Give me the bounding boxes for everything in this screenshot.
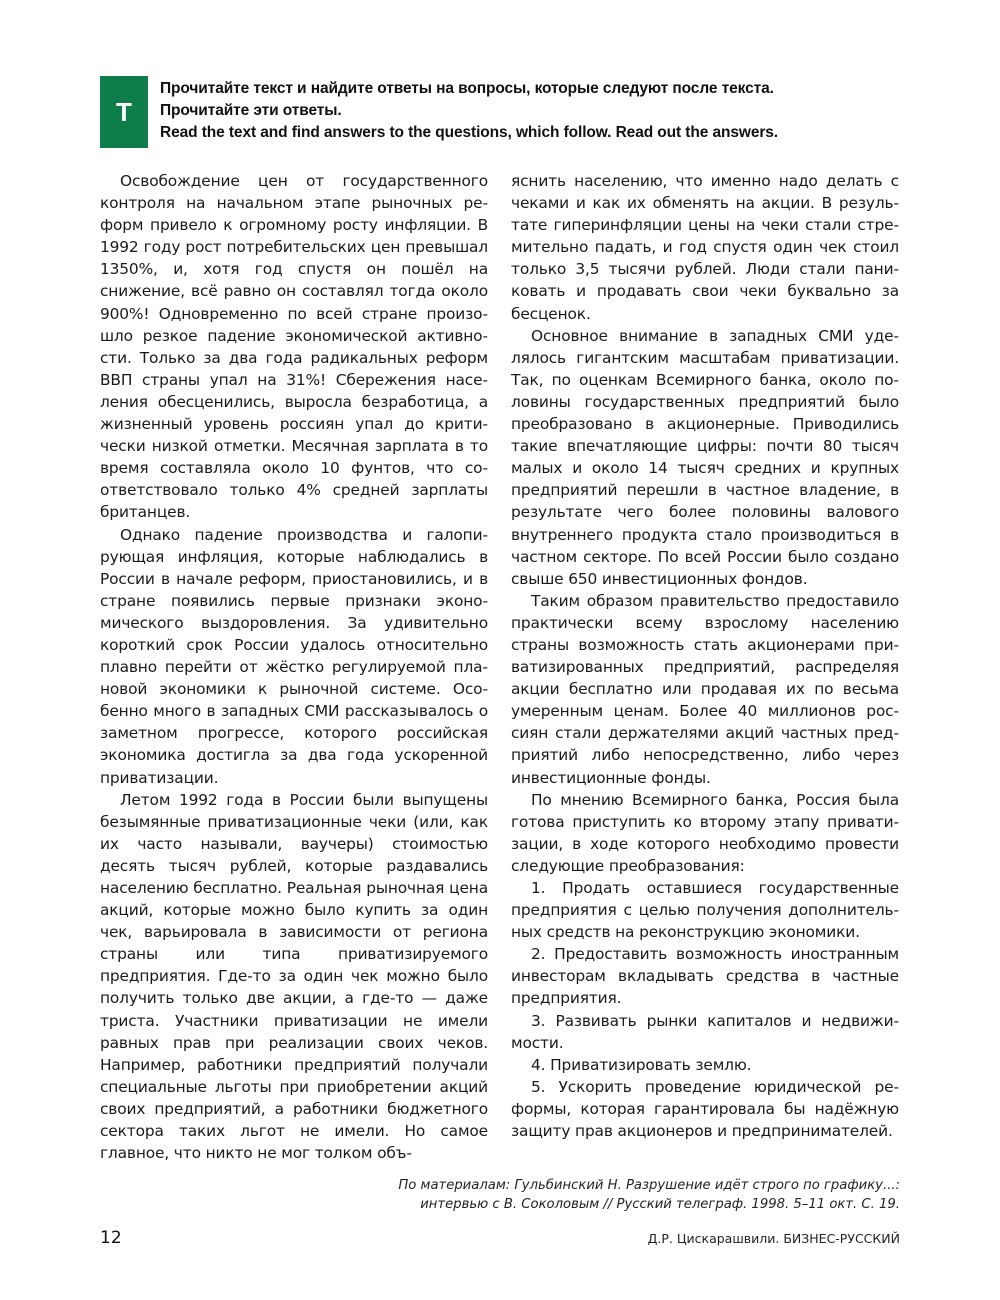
list-item: 1. Продать оставшиеся государственные предприятия с целью получения дополнительных средств на реконструкцию экономики. — [511, 879, 899, 942]
page-number: 12 — [100, 1228, 122, 1248]
task-badge: T — [100, 76, 148, 148]
list-item: 2. Предоставить возможность иностранным инвесторам вкладывать средства в частные предприятия. — [511, 945, 899, 1008]
paragraph-continued: яснить населению, что именно надо делать с чеками и как их обменять на акции. В результате гиперинфляции цены на чеки стали стремительно падать, и год спустя один чек стоил только 3,5 тысячи рублей. Люди стали паниковать и продавать свои чеки буквально за бесценок. — [511, 172, 899, 323]
task-instructions — [160, 78, 778, 144]
book-title: Д.Р. Цискарашвили. БИЗНЕС-РУССКИЙ — [647, 1231, 900, 1246]
paragraph: По мнению Всемирного банка, Россия была готова приступить ко второму этапу приватизации, в ходе которого необходимо провести следующие преобразования: — [511, 790, 899, 875]
source-line1: По материалам: Гульбинский Н. Разрушение идёт строго по графику...: — [398, 1178, 900, 1193]
paragraph: Однако падение производства и галопирующая инфляция, которые наблюдались в России в начале реформ, приостановились, и в стране появились первые признаки экономического выздоровления. За удивительно короткий срок России удалось относительно плавно перейти от жёстко регулируемой плановой экономики к рыночной системе. Особенно много в западных СМИ рассказывалось о заметном прогрессе, которого российская экономика достигла за два года ускоренной приватизации. — [100, 525, 488, 787]
list-item: 4. Приватизировать землю. — [531, 1055, 752, 1074]
instruction-en: Read the text and find answers to the questions, which follow. Read out the answers. — [160, 124, 779, 141]
instruction-ru-line2: Прочитайте эти ответы. — [160, 102, 342, 119]
source-line2: интервью с В. Соколовым // Русский телеграф. 1998. 5–11 окт. С. 19. — [420, 1197, 900, 1212]
list-item: 5. Ускорить проведение юридической реформы, которая гарантировала бы надёжную защиту прав акционеров и предпринимателей. — [511, 1077, 899, 1141]
paragraph: Летом 1992 года в России были выпущены безымянные приватизационные чеки (или, как их часто называли, ваучеры) стоимостью десять тысяч рублей, которые раздавались населению бесплатно. Реальная рыночная цена акций, которые можно было купить за один чек, варьировала в зависимости от региона страны или типа приватизируемого предприятия. Где-то за один чек можно было получить только две акции, а где-то — даже триста. Участники приватизации не имели равных прав при реализации своих чеков. Например, работники предприятий получали специальные льготы при приобретении акций своих предприятий, а работники бюджетного сектора таких льгот не имели. Но самое главное, что никто не мог толком объ- — [100, 790, 488, 1163]
right-column — [511, 170, 899, 1142]
source-citation — [398, 1176, 900, 1214]
list-item: 3. Развивать рынки капиталов и недвижимости. — [511, 1011, 899, 1052]
instruction-ru-line1: Прочитайте текст и найдите ответы на вопросы, которые следуют после текста. — [160, 80, 774, 97]
paragraph: Таким образом правительство предоставило практически всему взрослому населению страны возможность стать акционерами приватизированных предприятий, распределяя акции бесплатно или продавая их по весьма умеренным ценам. Более 40 миллионов россиян стали держателями акций частных предприятий либо непосредственно, либо через инвестиционные фонды. — [511, 591, 899, 787]
paragraph: Освобождение цен от государственного контроля на начальном этапе рыночных реформ привело к огромному росту инфляции. В 1992 году рост потребительских цен превышал 1350%, и, хотя год спустя он пошёл на снижение, всё равно он составлял тогда около 900%! Одновременно по всей стране произошло резкое падение экономической активности. Только за два года радикальных реформ ВВП страны упал на 31%! Сбережения населения обесценились, выросла безработица, а жизненный уровень россиян упал до критически низкой отметки. Месячная зарплата в то время составляла около 10 фунтов, что соответствовало только 4% средней зарплаты британцев. — [100, 172, 488, 522]
left-column — [100, 170, 488, 1164]
task-header — [100, 76, 910, 148]
paragraph: Основное внимание в западных СМИ уделялось гигантским масштабам приватизации. Так, по оценкам Всемирного банка, около половины государственных предприятий было преобразовано в акционерные. Приводились такие впечатляющие цифры: почти 80 тысяч малых и около 14 тысяч средних и крупных предприятий перешли в частное владение, в результате чего более половины валового внутреннего продукта стало производиться в частном секторе. По всей России было создано свыше 650 инвестиционных фондов. — [511, 326, 899, 588]
